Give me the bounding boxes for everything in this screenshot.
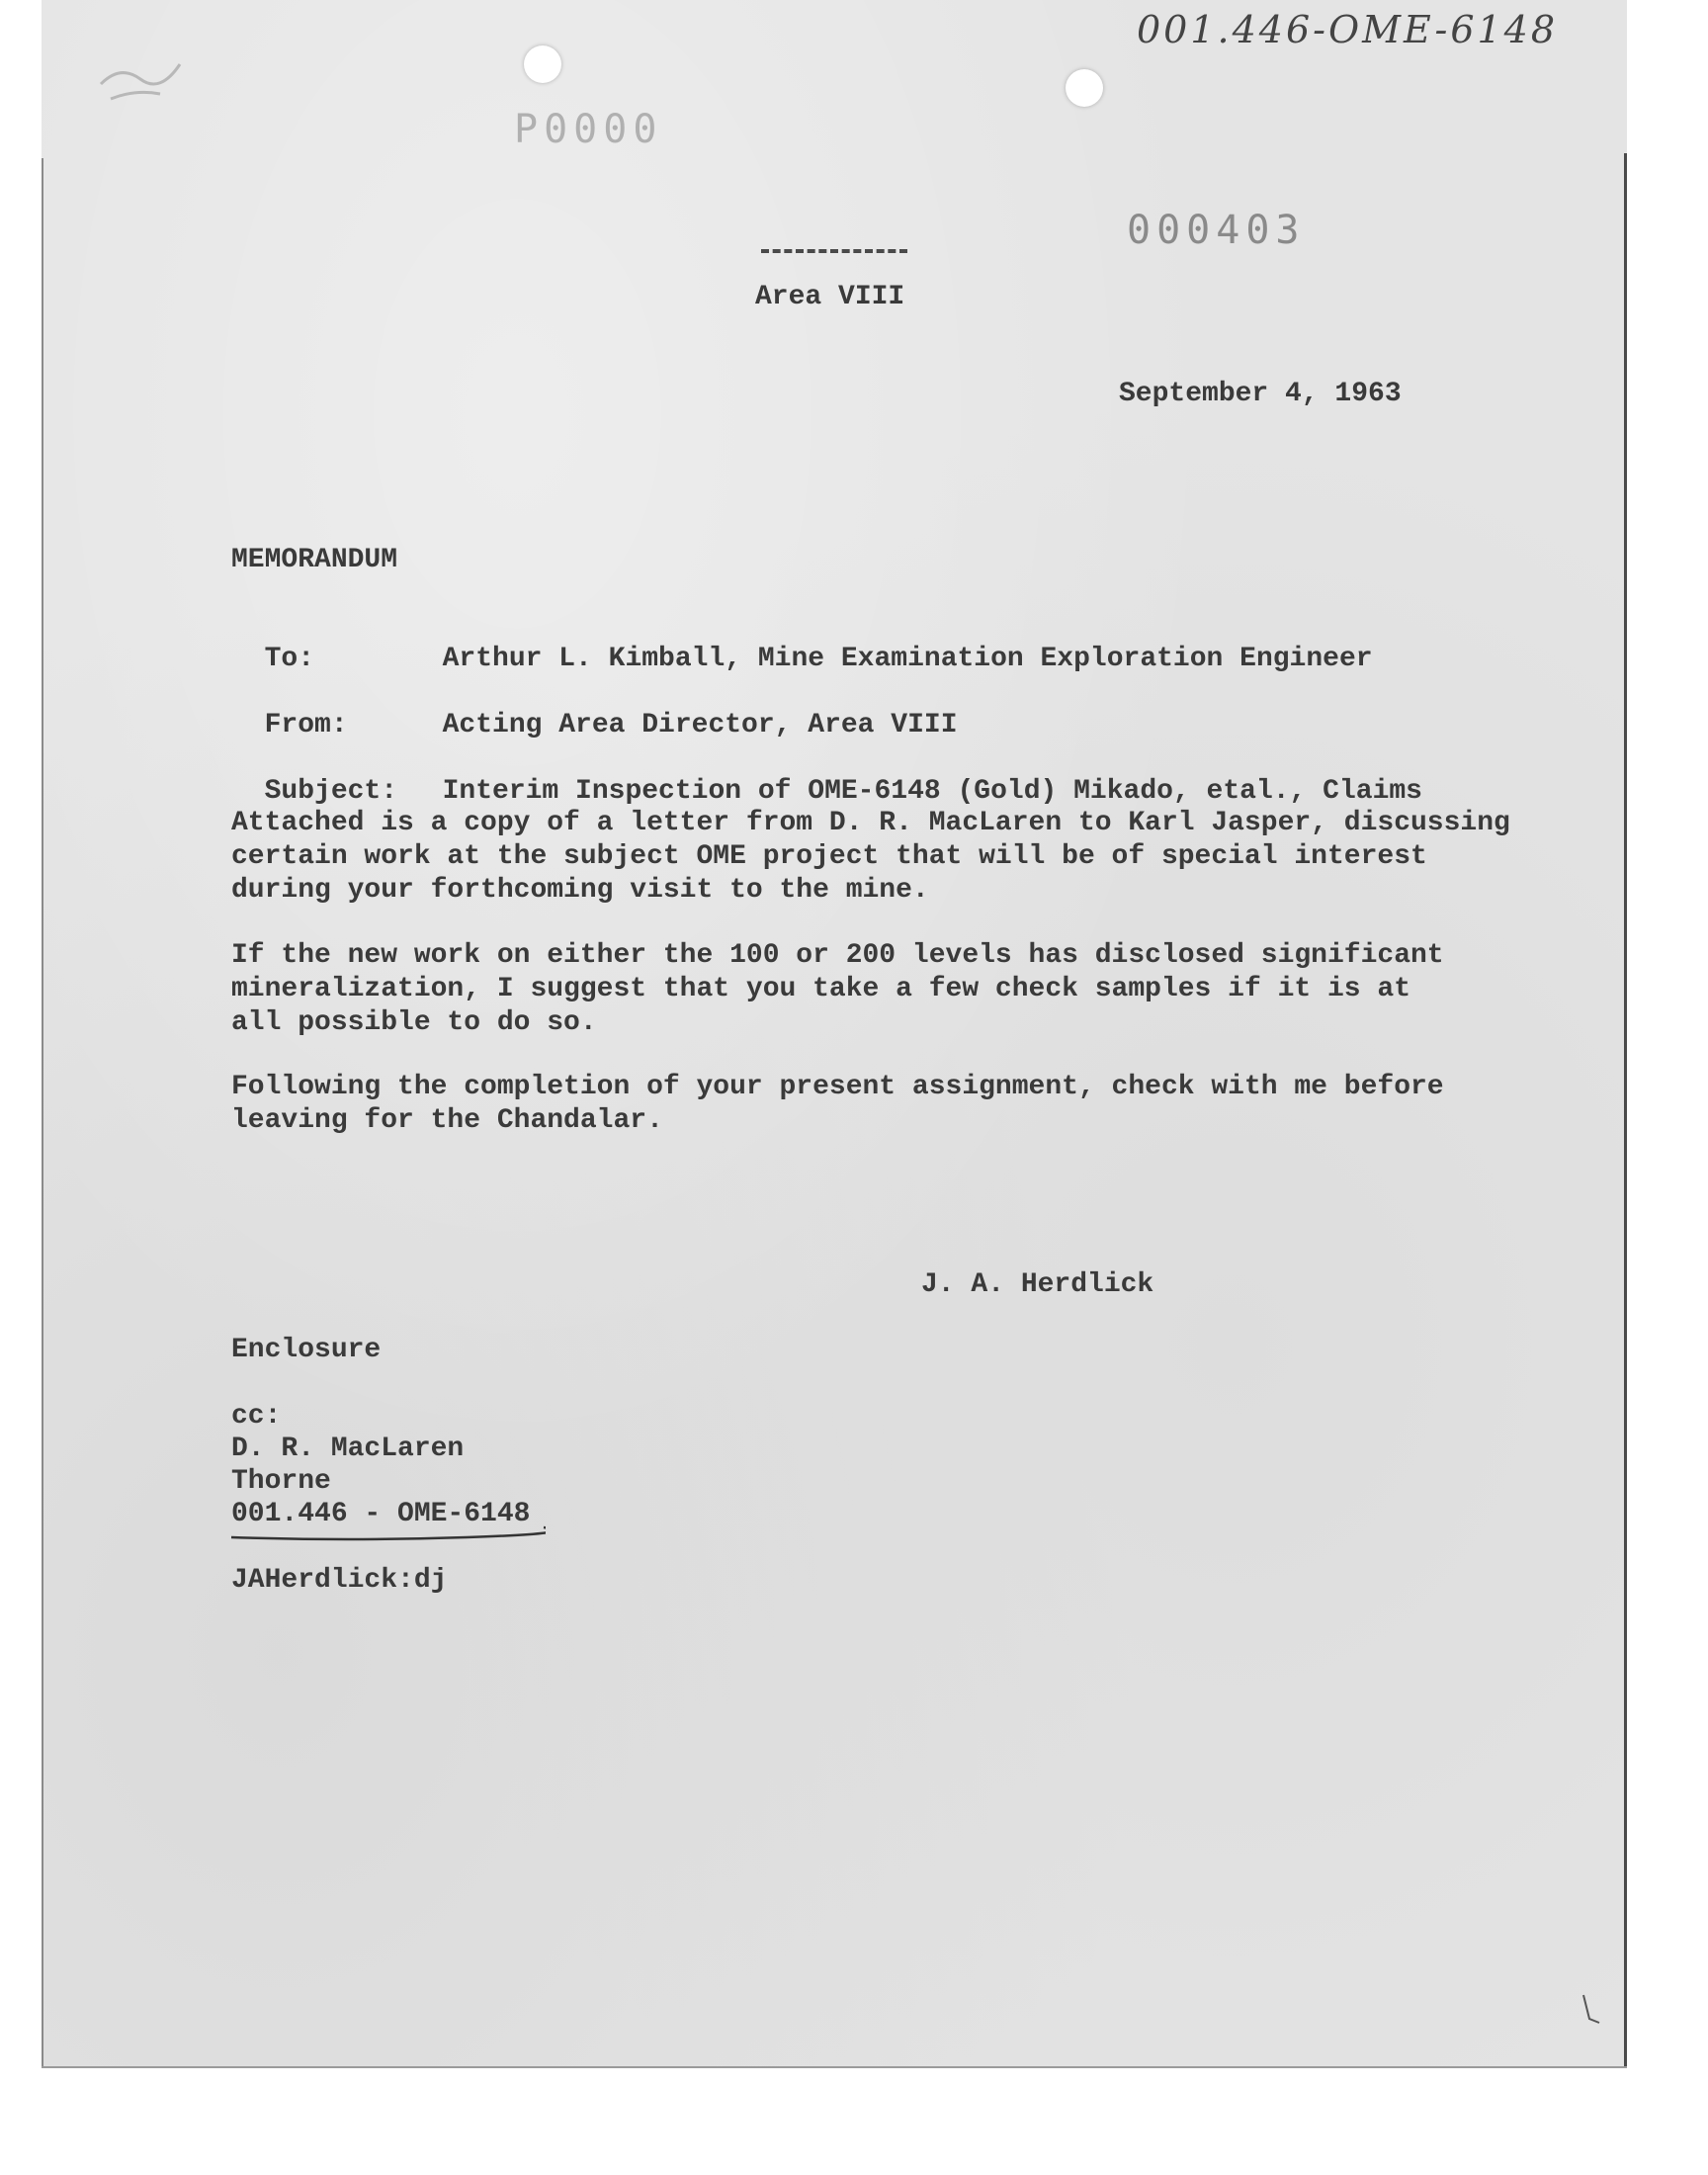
- paragraph-line: Following the completion of your present assignment, check with me before: [231, 1072, 1444, 1102]
- scan-edge-bottom: [42, 2066, 1627, 2068]
- memo-date: September 4, 1963: [1119, 379, 1402, 409]
- area-header: Area VIII: [755, 282, 905, 312]
- subject-line: [231, 741, 1422, 809]
- stamp-number-top-right: 000403: [1127, 208, 1306, 253]
- cc-file-reference: 001.446 - OME-6148: [231, 1499, 531, 1529]
- punch-hole-left: [524, 45, 561, 83]
- from-line: [231, 675, 958, 742]
- scan-edge-right: [1624, 153, 1627, 2068]
- paragraph-line: all possible to do so.: [231, 1007, 597, 1038]
- subject-value: Interim Inspection of OME-6148 (Gold) Mikado, etal., Claims: [442, 776, 1422, 807]
- pen-mark: [1580, 1993, 1605, 2027]
- paragraph-line: leaving for the Chandalar.: [231, 1105, 663, 1136]
- cc-recipient: Thorne: [231, 1466, 331, 1497]
- punch-hole-right: [1066, 69, 1103, 107]
- paragraph-line: mineralization, I suggest that you take a few check samples if it is at: [231, 974, 1410, 1004]
- enclosure-label: Enclosure: [231, 1335, 382, 1365]
- cc-label: cc:: [231, 1401, 282, 1432]
- handwritten-underline: [229, 1525, 546, 1545]
- paragraph-line: If the new work on either the 100 or 200 levels has disclosed significant: [231, 940, 1444, 971]
- stamp-number-top-left: P0000: [514, 107, 663, 152]
- memo-title: MEMORANDUM: [231, 545, 398, 575]
- cc-recipient: D. R. MacLaren: [231, 1434, 465, 1464]
- paragraph-3: [231, 1071, 1516, 1138]
- paragraph-line: Attached is a copy of a letter from D. R. MacLaren to Karl Jasper, discussing: [231, 808, 1510, 838]
- to-label: To:: [264, 644, 315, 674]
- signature-name: J. A. Herdlick: [921, 1269, 1154, 1300]
- from-value: Acting Area Director, Area VIII: [442, 710, 958, 740]
- header-dashes: [761, 249, 907, 253]
- scan-edge-left: [42, 158, 43, 2068]
- corner-scrawl-mark: [91, 44, 210, 114]
- typist-initials: JAHerdlick:dj: [231, 1565, 448, 1596]
- paragraph-2: [231, 939, 1516, 1040]
- to-value: Arthur L. Kimball, Mine Examination Exploration Engineer: [442, 644, 1373, 674]
- paragraph-1: [231, 807, 1516, 908]
- handwritten-file-reference: 001.446-OME-6148: [1137, 8, 1559, 51]
- from-label: From:: [264, 710, 348, 740]
- paragraph-line: during your forthcoming visit to the mine.: [231, 875, 929, 906]
- to-line: [231, 609, 1373, 676]
- paragraph-line: certain work at the subject OME project that will be of special interest: [231, 841, 1427, 872]
- subject-label: Subject:: [264, 776, 398, 807]
